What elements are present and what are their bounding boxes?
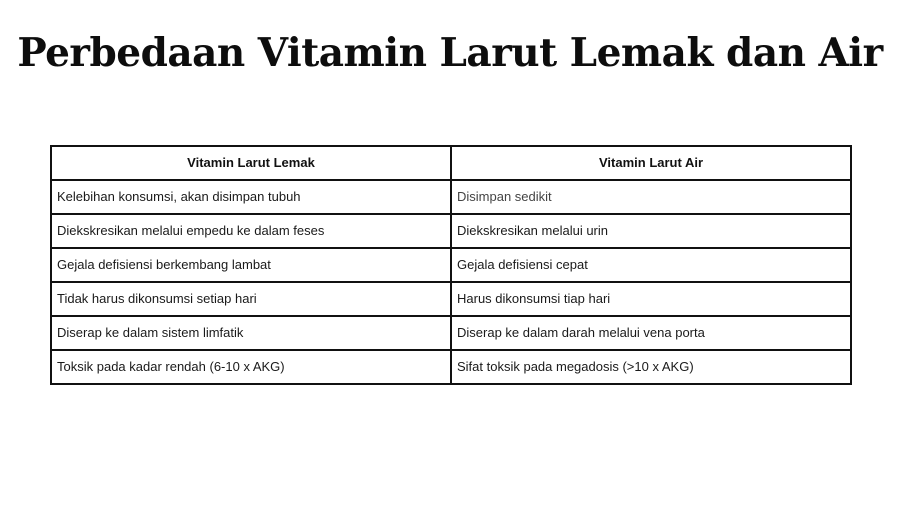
table-row xyxy=(51,350,851,384)
table-cell-water: Gejala defisiensi cepat xyxy=(451,248,851,282)
table-row xyxy=(51,316,851,350)
table-cell-water: Sifat toksik pada megadosis (>10 x AKG) xyxy=(451,350,851,384)
column-header-fat-soluble: Vitamin Larut Lemak xyxy=(51,146,451,180)
table-cell-water: Harus dikonsumsi tiap hari xyxy=(451,282,851,316)
table-header-row xyxy=(51,146,851,180)
table-cell-fat: Toksik pada kadar rendah (6-10 x AKG) xyxy=(51,350,451,384)
comparison-table xyxy=(50,145,852,385)
table-cell-fat: Diekskresikan melalui empedu ke dalam feses xyxy=(51,214,451,248)
table-cell-fat: Diserap ke dalam sistem limfatik xyxy=(51,316,451,350)
table-row xyxy=(51,282,851,316)
table-row xyxy=(51,214,851,248)
table-cell-water: Diserap ke dalam darah melalui vena porta xyxy=(451,316,851,350)
table-cell-fat: Gejala defisiensi berkembang lambat xyxy=(51,248,451,282)
table-cell-water: Disimpan sedikit xyxy=(451,180,851,214)
page-title: Perbedaan Vitamin Larut Lemak dan Air xyxy=(17,30,883,76)
column-header-water-soluble: Vitamin Larut Air xyxy=(451,146,851,180)
table-row xyxy=(51,180,851,214)
table-cell-fat: Kelebihan konsumsi, akan disimpan tubuh xyxy=(51,180,451,214)
table-cell-water: Diekskresikan melalui urin xyxy=(451,214,851,248)
table-cell-fat: Tidak harus dikonsumsi setiap hari xyxy=(51,282,451,316)
table-row xyxy=(51,248,851,282)
